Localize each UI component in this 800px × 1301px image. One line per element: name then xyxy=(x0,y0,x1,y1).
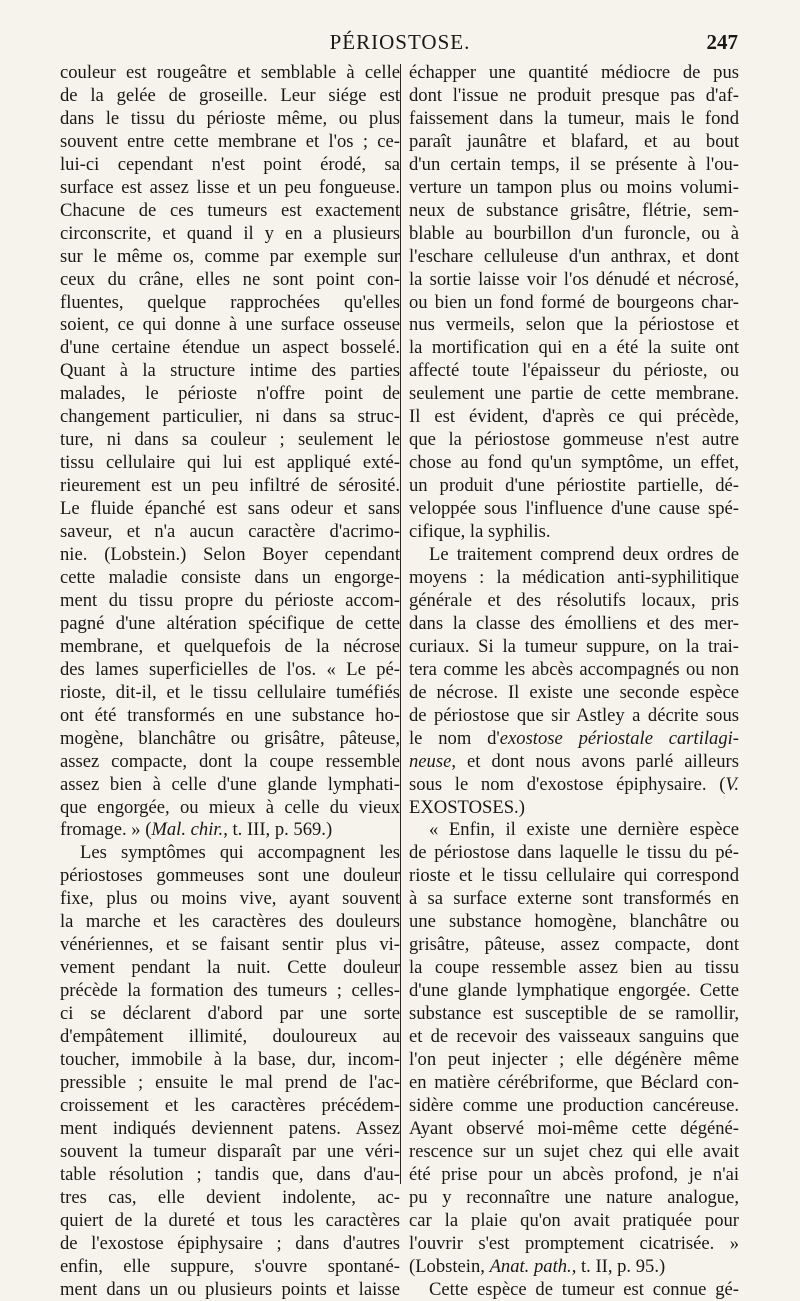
text-line: de la gelée de groseille. Leur siége est xyxy=(60,84,400,106)
text-line: sidère comme une production cancéreuse. xyxy=(409,1094,739,1116)
text-line: pu y reconnaître une nature analogue, xyxy=(409,1186,739,1208)
text-line: rioste et le tissu cellulaire qui correspond xyxy=(409,865,739,887)
text-line: quiert de la dureté et tous les caractères xyxy=(60,1209,400,1231)
text-line: l'eschare celluleuse d'un anthrax, et dont xyxy=(409,245,739,267)
text-line: circonscrite, et quand il y en a plusieurs xyxy=(60,222,400,244)
text-line: sur le même os, comme par exemple sur xyxy=(60,245,400,267)
text-line: faissement dans la tumeur, mais le fond xyxy=(409,107,739,129)
text-line: chose au fond qu'un symptôme, un effet, xyxy=(409,452,739,474)
text-line: ture, ni dans sa couleur ; seulement le xyxy=(60,429,400,451)
text-line: ont été transformés en une substance ho- xyxy=(60,704,400,726)
text-line: précède la formation des tumeurs ; celles- xyxy=(60,980,400,1002)
text-line: de l'exostose épiphysaire ; dans d'autres xyxy=(60,1232,400,1254)
text-line: curiaux. Si la tumeur suppure, on la trai- xyxy=(409,635,739,657)
text-line: Quant à la structure intime des parties xyxy=(60,360,400,382)
text-line: nie. (Lobstein.) Selon Boyer cependant xyxy=(60,544,400,566)
text-line: Ayant observé moi-même cette dégéné- xyxy=(409,1117,739,1139)
text-line: dont l'issue ne produit presque pas d'af- xyxy=(409,84,739,106)
text-line: ment dans un ou plusieurs points et laisse xyxy=(60,1278,400,1300)
text-line: de périostose dans laquelle le tissu du pé- xyxy=(409,842,739,864)
running-title: PÉRIOSTOSE. xyxy=(329,30,471,54)
text-line: neuse, et dont nous avons parlé ailleurs xyxy=(409,750,739,772)
text-line: croissement et les caractères précédem- xyxy=(60,1094,400,1116)
text-line: car la plaie qu'on avait pratiquée pour xyxy=(409,1209,739,1231)
text-line: rescence sur un sujet chez qui elle avait xyxy=(409,1140,739,1162)
text-line: malades, le périoste n'offre point de xyxy=(60,383,400,405)
italic-citation: Anat. path. xyxy=(489,1255,572,1277)
text-line: cette maladie consiste dans un engorge- xyxy=(60,566,400,588)
text-line: fluentes, quelque rapprochées qu'elles xyxy=(60,291,400,313)
text-line: tera comme les abcès accompagnés ou non xyxy=(409,658,739,680)
text-line: rioste, dit-il, et le tissu cellulaire tuméfiés xyxy=(60,681,400,703)
text-line: enfin, elle suppure, s'ouvre spontané- xyxy=(60,1255,400,1277)
text-line: (Lobstein, Anat. path., t. II, p. 95.) xyxy=(409,1255,666,1277)
text-line: membrane, et quelquefois de la nécrose xyxy=(60,635,400,657)
text-line: Le traitement comprend deux ordres de xyxy=(429,544,739,566)
text-line: EXOSTOSES.) xyxy=(409,796,525,818)
text-line: des lames superficielles de l'os. « Le pé- xyxy=(60,658,400,680)
text-line: et de recevoir des vaisseaux sanguins que xyxy=(409,1026,739,1048)
column-divider xyxy=(400,64,401,1184)
text-line: la marche et les caractères des douleurs xyxy=(60,911,400,933)
text-line: Cette espèce de tumeur est connue gé- xyxy=(429,1278,739,1300)
text-line: de nécrose. Il existe une seconde espèce xyxy=(409,681,739,703)
text-line: fixe, plus ou moins vive, ayant souvent xyxy=(60,888,400,910)
italic-citation: V. xyxy=(725,773,739,795)
text-line: souvent la tumeur disparaît par une véri- xyxy=(60,1140,400,1162)
text-line: vénériennes, et se faisant sentir plus vi- xyxy=(60,934,400,956)
text-line: la sortie laisse voir l'os dénudé et nécrosé, xyxy=(409,268,739,290)
text-line: table résolution ; tandis que, dans d'au- xyxy=(60,1163,400,1185)
text-line: la coupe ressemble assez bien au tissu xyxy=(409,957,739,979)
text-line: Le fluide épanché est sans odeur et sans xyxy=(60,498,400,520)
text-line: de périostose que sir Astley a décrite sous xyxy=(409,704,739,726)
text-line: pagné d'une altération spécifique de cette xyxy=(60,612,400,634)
text-line: mogène, blanchâtre ou grisâtre, pâteuse, xyxy=(60,727,400,749)
text-line: vement pendant la nuit. Cette douleur xyxy=(60,957,400,979)
text-line: le nom d'exostose périostale cartilagi- xyxy=(409,727,739,749)
text-line: Il est évident, d'après ce qui précède, xyxy=(409,406,739,428)
text-line: couleur est rougeâtre et semblable à celle xyxy=(60,62,400,83)
text-line: en matière cérébriforme, que Béclard con- xyxy=(409,1071,739,1093)
text-line: affecté toute l'épaisseur du périoste, ou xyxy=(409,360,739,382)
text-line: l'ouvrir s'est promptement cicatrisée. » xyxy=(409,1232,739,1254)
text-line: ceux du crâne, elles ne sont point con- xyxy=(60,268,400,290)
italic-citation: Mal. chir. xyxy=(151,819,224,841)
text-line: pressible ; ensuite le mal prend de l'ac- xyxy=(60,1071,400,1093)
text-line: été prise pour un abcès profond, je n'ai xyxy=(409,1163,739,1185)
text-line: Chacune de ces tumeurs est exactement xyxy=(60,199,400,221)
text-line: surface est assez lisse et un peu fongueuse. xyxy=(60,176,400,198)
text-line: fromage. » (Mal. chir., t. III, p. 569.) xyxy=(60,819,333,841)
text-line: blable au bourbillon d'un furoncle, ou à xyxy=(409,222,739,244)
text-line: toucher, immobile à la base, dur, incom- xyxy=(60,1048,400,1070)
text-line: paraît jaunâtre et blafard, et au bout xyxy=(409,130,739,152)
left-column xyxy=(60,62,400,1301)
italic-citation: exostose périostale cartilagi- xyxy=(499,727,739,749)
text-line: veloppée sous l'influence d'une cause spé- xyxy=(409,498,739,520)
text-line: que engorgée, ou mieux à celle du vieux xyxy=(60,796,400,818)
text-line: assez bien à celle d'une glande lymphati- xyxy=(60,773,400,795)
right-column xyxy=(409,62,739,1301)
text-line: l'on peut injecter ; elle dégénère même xyxy=(409,1048,739,1070)
italic-citation: neuse xyxy=(409,750,452,772)
text-line: ou bien un fond formé de bourgeons char- xyxy=(409,291,739,313)
text-line: nus vermeils, selon que la périostose et xyxy=(409,314,739,336)
text-line: assez compacte, dont la coupe ressemble xyxy=(60,750,400,772)
text-line: souvent entre cette membrane et l'os ; ce- xyxy=(60,130,400,152)
text-line: saveur, et n'a aucun caractère d'acrimo- xyxy=(60,521,400,543)
text-line: « Enfin, il existe une dernière espèce xyxy=(429,819,739,841)
text-line: neux de substance grisâtre, flétrie, sem- xyxy=(409,199,739,221)
text-line: tissu cellulaire qui lui est appliqué exté- xyxy=(60,452,400,474)
text-line: moyens : la médication anti-syphilitique xyxy=(409,566,739,588)
page-number: 247 xyxy=(706,30,738,54)
text-line: que la périostose gommeuse n'est autre xyxy=(409,429,739,451)
text-line: soient, ce qui donne à une surface osseuse xyxy=(60,314,400,336)
text-line: verture un tampon plus ou moins volumi- xyxy=(409,176,739,198)
text-line: d'une glande lymphatique engorgée. Cette xyxy=(409,980,739,1002)
text-line: un produit d'une périostite partielle, dé- xyxy=(409,475,739,497)
text-line: dans la classe des émolliens et des mer- xyxy=(409,612,739,634)
text-line: d'une certaine étendue un aspect bosselé. xyxy=(60,337,400,359)
text-line: lui-ci cependant n'est point érodé, sa xyxy=(60,153,400,175)
text-line: périostoses gommeuses sont une douleur xyxy=(60,865,400,887)
text-line: rieurement est un peu infiltré de sérosité. xyxy=(60,475,400,497)
page-header xyxy=(60,30,740,60)
text-line: la mortification qui en a été la suite ont xyxy=(409,337,739,359)
text-line: d'empâtement illimité, douloureux au xyxy=(60,1026,400,1048)
text-line: générale et des résolutifs locaux, pris xyxy=(409,589,739,611)
text-line: cifique, la syphilis. xyxy=(409,521,551,543)
text-line: sous le nom d'exostose épiphysaire. (V. xyxy=(409,773,739,795)
text-line: tres cas, elle devient indolente, ac- xyxy=(60,1186,400,1208)
text-line: ci se déclarent d'abord par une sorte xyxy=(60,1003,400,1025)
text-line: échapper une quantité médiocre de pus xyxy=(409,62,739,83)
text-line: seulement une partie de cette membrane. xyxy=(409,383,739,405)
text-line: d'un certain temps, il se présente à l'ou- xyxy=(409,153,739,175)
text-line: à sa surface externe sont transformés en xyxy=(409,888,739,910)
text-line: ment du tissu propre du périoste accom- xyxy=(60,589,400,611)
text-line: Les symptômes qui accompagnent les xyxy=(80,842,400,864)
text-line: une substance homogène, blanchâtre ou xyxy=(409,911,739,933)
text-line: dans le tissu du périoste même, ou plus xyxy=(60,107,400,129)
text-line: grisâtre, pâteuse, assez compacte, dont xyxy=(409,934,739,956)
text-line: substance est susceptible de se ramollir, xyxy=(409,1003,739,1025)
text-line: ment indiqués deviennent patens. Assez xyxy=(60,1117,400,1139)
text-line: changement particulier, ni dans sa struc- xyxy=(60,406,400,428)
